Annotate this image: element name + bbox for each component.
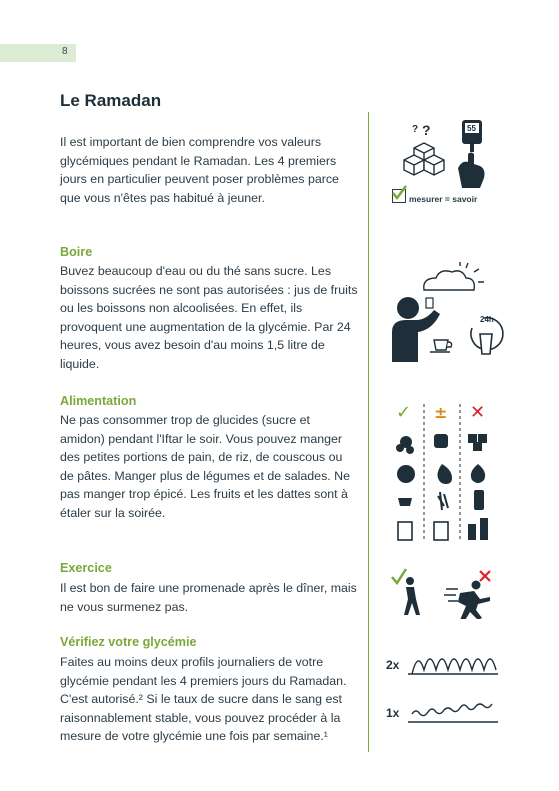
- page-number: 8: [62, 46, 68, 57]
- page-title: Le Ramadan: [60, 91, 162, 110]
- 24h-glass-icon: [471, 315, 503, 354]
- section-heading-boire: Boire: [60, 245, 93, 259]
- section-heading-glycemie: Vérifiez votre glycémie: [60, 635, 197, 649]
- sugar-cubes-icon: [404, 143, 444, 175]
- section-text-boire: Buvez beaucoup d'eau ou du thé sans sucre. Les boissons sucrées ne sont pas autorisées : jus de fruits ou les boissons non alcoolisées. En effet, ils provoquent une augmentation de la glycémie. Par 24 heures, vous avez besoin d'au moins 1,5 litre de liquide.: [60, 264, 358, 371]
- teacup-icon: [430, 340, 452, 352]
- green-check-icon: [392, 569, 406, 583]
- section-text-glycemie: Faites au moins deux profils journaliers de votre glycémie pendant les 4 premiers jours du Ramadan. C'est autorisé.² Si le taux de sucre dans le sang est raisonnablement stable, vous pouvez procéder à la mesure de votre glycémie une fois par semaine.¹: [60, 655, 347, 744]
- sun-cloud-icon: [424, 262, 484, 290]
- svg-text:?: ?: [422, 122, 431, 138]
- graph-label-1x: 1x: [386, 706, 400, 720]
- exercise-illustration: [388, 567, 500, 619]
- meter-display-value: 55: [467, 124, 476, 133]
- red-cross-icon: [480, 571, 490, 581]
- drinking-illustration: [384, 262, 504, 362]
- measure-caption: mesurer = savoir: [409, 194, 478, 204]
- svg-text:?: ?: [412, 124, 419, 135]
- glucose-meter-icon: [458, 120, 485, 188]
- running-person-icon: [444, 581, 490, 620]
- sugar-meter-illustration: [400, 118, 500, 190]
- green-check-icon: [390, 184, 408, 202]
- section-heading-exercice: Exercice: [60, 561, 112, 575]
- food-table-illustration: [388, 402, 498, 544]
- glucose-curves-illustration: [408, 644, 500, 732]
- hours-badge: 24h: [480, 315, 494, 324]
- food-forbidden-header: ✕: [470, 402, 486, 423]
- intro-paragraph: Il est important de bien comprendre vos valeurs glycémiques pendant le Ramadan. Les 4 premiers jours en particulier peuvent poser problèmes parce que vous n'êtes pas habitué à jeuner.: [60, 135, 339, 205]
- walking-person-icon: [404, 577, 420, 615]
- food-allowed-header: ✓: [396, 402, 412, 423]
- section-text-exercice: Il est bon de faire une promenade après le dîner, mais ne vous surmenez pas.: [60, 581, 357, 614]
- food-moderate-header: ±: [434, 403, 448, 422]
- food-icons: [396, 434, 488, 540]
- curve-1x: [412, 704, 492, 716]
- green-divider-line: [368, 112, 369, 752]
- section-text-alimentation: Ne pas consommer trop de glucides (sucre et amidon) pendant l'Iftar le soir. Vous pouvez manger des petites portions de pain, de riz, de couscous ou de pâtes. Manger plus de légumes et de salades. Ne pas manger trop épicé. Les fruits et les dattes sont à étaler sur la soirée.: [60, 413, 350, 520]
- curve-2x: [412, 659, 496, 674]
- graph-label-2x: 2x: [386, 658, 400, 672]
- section-heading-alimentation: Alimentation: [60, 394, 137, 408]
